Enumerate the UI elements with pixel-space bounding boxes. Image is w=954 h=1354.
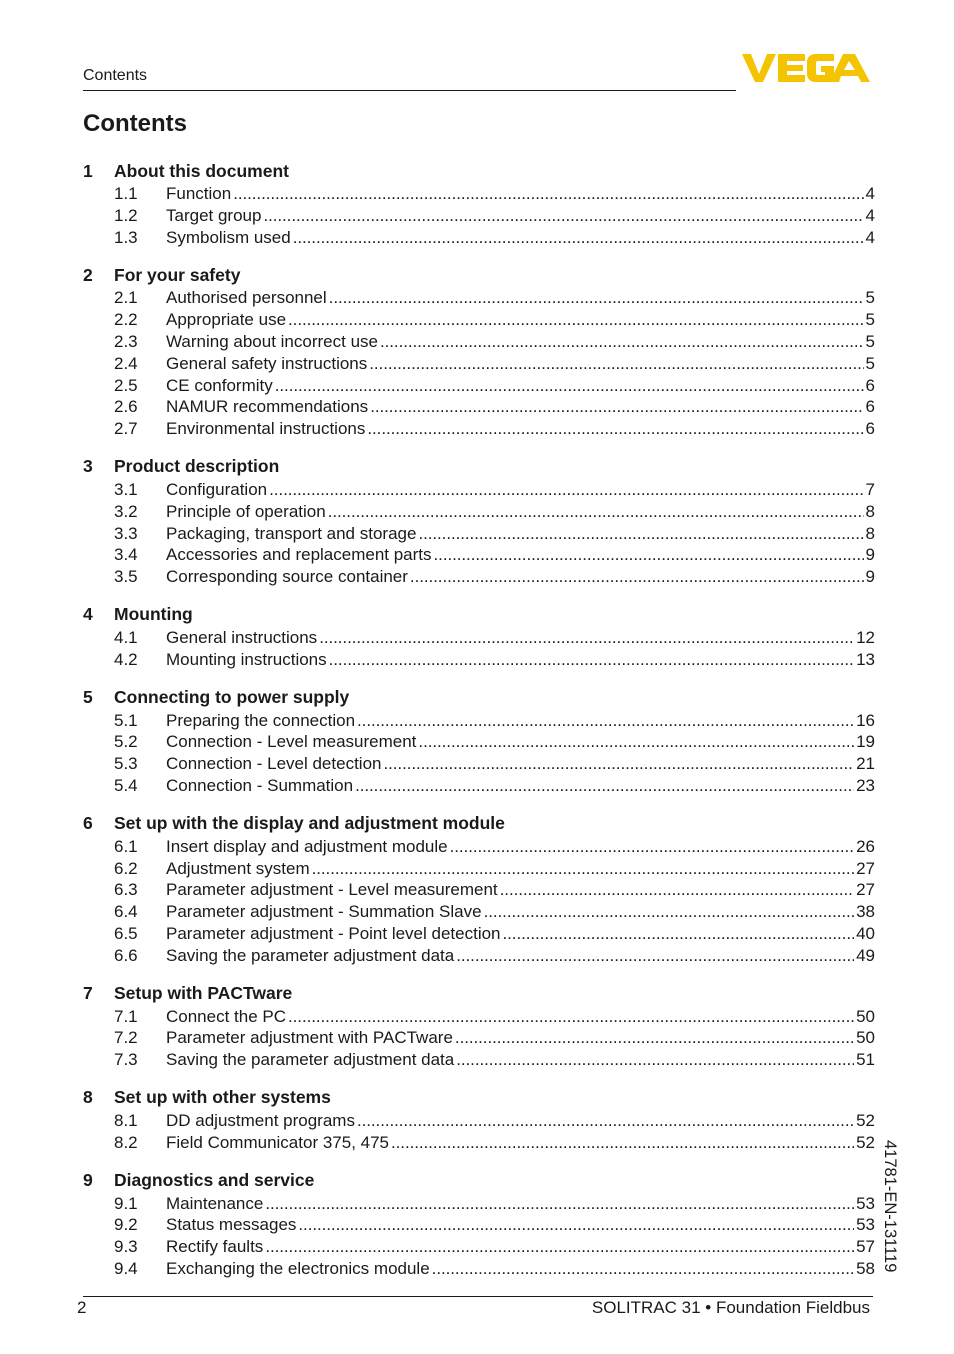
toc-entry[interactable] xyxy=(83,880,875,902)
dot-leader xyxy=(357,711,854,731)
entry-number: 6.6 xyxy=(114,945,138,965)
dot-leader xyxy=(370,397,863,417)
document-code: 41781-EN-131119 xyxy=(881,1140,899,1273)
entry-number: 6.1 xyxy=(114,836,138,856)
entry-page-number: 8 xyxy=(865,523,875,543)
toc-entry[interactable] xyxy=(83,1028,875,1050)
toc-section xyxy=(83,685,875,798)
entry-number: 2.3 xyxy=(114,331,138,351)
section-title: For your safety xyxy=(114,264,241,285)
toc-entry[interactable] xyxy=(83,1215,875,1237)
footer-document-title: SOLITRAC 31 • Foundation Fieldbus xyxy=(591,1298,870,1317)
toc-section-heading[interactable] xyxy=(83,454,875,480)
entry-title: Configuration xyxy=(166,479,268,499)
toc-entry[interactable] xyxy=(83,397,875,419)
entry-title: Packaging, transport and storage xyxy=(166,523,417,543)
entry-page-number: 50 xyxy=(856,1028,875,1048)
entry-number: 1.1 xyxy=(114,184,138,203)
toc-section-heading[interactable] xyxy=(83,685,875,711)
entry-title: DD adjustment programs xyxy=(166,1110,355,1130)
entry-number: 3.1 xyxy=(114,479,138,499)
entry-number: 1.2 xyxy=(114,205,138,225)
dot-leader xyxy=(456,1050,854,1070)
dot-leader xyxy=(500,880,854,900)
entry-title: Principle of operation xyxy=(166,501,326,521)
toc-entry[interactable] xyxy=(83,184,875,206)
entry-page-number: 7 xyxy=(865,479,875,499)
dot-leader xyxy=(298,1215,854,1235)
entry-page-number: 40 xyxy=(856,923,875,943)
vega-logo xyxy=(742,52,872,84)
entry-page-number: 8 xyxy=(865,501,875,521)
entry-title: Preparing the connection xyxy=(166,710,356,730)
dot-leader xyxy=(319,628,854,648)
entry-number: 5.2 xyxy=(114,732,138,752)
dot-leader xyxy=(288,310,864,330)
footer-page-number: 2 xyxy=(77,1298,87,1317)
toc-section-heading[interactable] xyxy=(83,1168,875,1194)
entry-title: CE conformity xyxy=(166,375,273,395)
entry-title: Appropriate use xyxy=(166,310,287,330)
entry-page-number: 13 xyxy=(856,649,875,669)
entry-title: Environmental instructions xyxy=(166,419,366,439)
entry-page-number: 5 xyxy=(865,331,875,351)
entry-page-number: 4 xyxy=(865,227,875,247)
dot-leader xyxy=(312,859,854,879)
entry-title: Connection - Summation xyxy=(166,775,354,795)
toc-entry[interactable] xyxy=(83,567,875,589)
entry-page-number: 16 xyxy=(856,710,875,730)
toc-section xyxy=(83,1085,875,1155)
toc-entry[interactable] xyxy=(83,776,875,798)
dot-leader xyxy=(432,1259,854,1279)
entry-number: 5.1 xyxy=(114,710,138,730)
entry-number: 7.1 xyxy=(114,1006,138,1026)
section-title: About this document xyxy=(114,160,289,181)
toc-entry[interactable] xyxy=(83,628,875,650)
page-title: Contents xyxy=(83,110,187,137)
entry-number: 9.4 xyxy=(114,1258,138,1278)
entry-page-number: 57 xyxy=(856,1237,875,1257)
toc-entry[interactable] xyxy=(83,1259,875,1281)
toc-entry[interactable] xyxy=(83,754,875,776)
entry-number: 2.1 xyxy=(114,288,138,308)
entry-page-number: 6 xyxy=(865,397,875,417)
toc-entry[interactable] xyxy=(83,1237,875,1259)
dot-leader xyxy=(380,332,864,352)
entry-page-number: 58 xyxy=(856,1258,875,1278)
section-title: Diagnostics and service xyxy=(114,1170,315,1190)
toc-section xyxy=(83,454,875,589)
toc-entry[interactable] xyxy=(83,902,875,924)
dot-leader xyxy=(275,376,864,396)
entry-page-number: 38 xyxy=(856,902,875,922)
entry-number: 3.3 xyxy=(114,523,138,543)
entry-number: 2.4 xyxy=(114,353,138,373)
dot-leader xyxy=(357,1111,854,1131)
toc-section xyxy=(83,1168,875,1281)
toc-entry[interactable] xyxy=(83,946,875,968)
entry-number: 6.4 xyxy=(114,902,138,922)
section-number: 4 xyxy=(83,604,93,625)
toc-entry[interactable] xyxy=(83,376,875,398)
header-divider xyxy=(83,90,736,91)
entry-title: Function xyxy=(166,184,232,203)
entry-title: General safety instructions xyxy=(166,353,368,373)
entry-title: Rectify faults xyxy=(166,1237,264,1257)
entry-title: Parameter adjustment - Level measurement xyxy=(166,880,498,900)
entry-number: 2.2 xyxy=(114,310,138,330)
toc-entry[interactable] xyxy=(83,545,875,567)
toc-section-heading[interactable] xyxy=(83,602,875,628)
section-number: 1 xyxy=(83,160,93,181)
entry-title: Parameter adjustment with PACTware xyxy=(166,1028,453,1048)
section-number: 3 xyxy=(83,456,93,477)
section-title: Product description xyxy=(114,456,280,477)
entry-title: Corresponding source container xyxy=(166,567,408,587)
entry-number: 4.2 xyxy=(114,649,138,669)
toc-entry[interactable] xyxy=(83,837,875,859)
entry-page-number: 5 xyxy=(865,288,875,308)
section-title: Setup with PACTware xyxy=(114,983,293,1004)
entry-title: Parameter adjustment - Point level detection xyxy=(166,923,501,943)
toc-section xyxy=(83,158,875,249)
dot-leader xyxy=(456,946,854,966)
entry-title: Connect the PC xyxy=(166,1006,287,1026)
entry-page-number: 27 xyxy=(856,880,875,900)
entry-number: 8.2 xyxy=(114,1132,138,1152)
entry-number: 5.3 xyxy=(114,754,138,774)
section-title: Set up with the display and adjustment module xyxy=(114,813,505,834)
entry-page-number: 4 xyxy=(865,184,875,203)
entry-title: Target group xyxy=(166,205,262,225)
entry-page-number: 52 xyxy=(856,1110,875,1130)
entry-page-number: 6 xyxy=(865,375,875,395)
toc-section xyxy=(83,262,875,441)
section-number: 6 xyxy=(83,813,93,834)
entry-number: 9.3 xyxy=(114,1237,138,1257)
dot-leader xyxy=(383,754,854,774)
entry-page-number: 52 xyxy=(856,1132,875,1152)
section-number: 5 xyxy=(83,687,93,708)
entry-page-number: 12 xyxy=(856,627,875,647)
section-number: 7 xyxy=(83,983,93,1004)
entry-title: Authorised personnel xyxy=(166,288,327,308)
entry-number: 5.4 xyxy=(114,775,138,795)
entry-title: Parameter adjustment - Summation Slave xyxy=(166,902,482,922)
toc-section-heading[interactable] xyxy=(83,262,875,288)
dot-leader xyxy=(328,502,864,522)
toc-section xyxy=(83,811,875,968)
entry-page-number: 26 xyxy=(856,836,875,856)
entry-title: Symbolism used xyxy=(166,227,291,247)
entry-title: Mounting instructions xyxy=(166,649,327,669)
entry-title: Exchanging the electronics module xyxy=(166,1258,430,1278)
dot-leader xyxy=(369,354,863,374)
dot-leader xyxy=(293,228,864,248)
entry-title: NAMUR recommendations xyxy=(166,397,369,417)
entry-title: Adjustment system xyxy=(166,858,310,878)
toc-entry[interactable] xyxy=(83,310,875,332)
dot-leader xyxy=(355,776,854,796)
toc-entry[interactable] xyxy=(83,502,875,524)
entry-page-number: 9 xyxy=(865,567,875,587)
header-section-label: Contents xyxy=(83,67,148,84)
entry-number: 3.5 xyxy=(114,567,138,587)
entry-number: 3.4 xyxy=(114,545,138,565)
dot-leader xyxy=(455,1028,854,1048)
entry-number: 2.7 xyxy=(114,419,138,439)
dot-leader xyxy=(450,837,854,857)
dot-leader xyxy=(288,1007,854,1027)
entry-number: 2.5 xyxy=(114,375,138,395)
dot-leader xyxy=(503,924,855,944)
entry-title: Insert display and adjustment module xyxy=(166,836,448,856)
dot-leader xyxy=(410,567,864,587)
toc-entry[interactable] xyxy=(83,524,875,546)
entry-page-number: 6 xyxy=(865,419,875,439)
dot-leader xyxy=(367,419,863,439)
dot-leader xyxy=(418,524,863,544)
toc-entry[interactable] xyxy=(83,1133,875,1155)
toc-section-heading[interactable] xyxy=(83,811,875,837)
entry-page-number: 27 xyxy=(856,858,875,878)
dot-leader xyxy=(269,480,863,500)
entry-number: 6.2 xyxy=(114,858,138,878)
entry-title: Saving the parameter adjustment data xyxy=(166,945,455,965)
entry-number: 9.2 xyxy=(114,1215,138,1235)
toc-section-heading[interactable] xyxy=(83,1085,875,1111)
section-title: Set up with other systems xyxy=(114,1087,331,1108)
toc-section xyxy=(83,981,875,1072)
toc-entry[interactable] xyxy=(83,859,875,881)
dot-leader xyxy=(484,902,854,922)
section-title: Connecting to power supply xyxy=(114,687,350,708)
toc-entry[interactable] xyxy=(83,228,875,250)
entry-page-number: 4 xyxy=(865,205,875,225)
toc-entry[interactable] xyxy=(83,924,875,946)
entry-number: 6.3 xyxy=(114,880,138,900)
toc-entry[interactable] xyxy=(83,1194,875,1216)
entry-number: 7.3 xyxy=(114,1050,138,1070)
entry-page-number: 49 xyxy=(856,945,875,965)
entry-number: 4.1 xyxy=(114,627,138,647)
entry-page-number: 51 xyxy=(856,1050,875,1070)
entry-page-number: 50 xyxy=(856,1006,875,1026)
entry-title: General instructions xyxy=(166,627,318,647)
toc-entry[interactable] xyxy=(83,206,875,228)
entry-title: Accessories and replacement parts xyxy=(166,545,432,565)
toc-entry[interactable] xyxy=(83,711,875,733)
toc-entry[interactable] xyxy=(83,332,875,354)
toc-entry[interactable] xyxy=(83,288,875,310)
entry-page-number: 5 xyxy=(865,353,875,373)
toc-section-heading[interactable] xyxy=(83,158,875,184)
entry-title: Maintenance xyxy=(166,1193,264,1213)
entry-title: Field Communicator 375, 475 xyxy=(166,1132,390,1152)
dot-leader xyxy=(329,288,864,308)
toc-section xyxy=(83,602,875,672)
toc-entry[interactable] xyxy=(83,1007,875,1029)
entry-page-number: 9 xyxy=(865,545,875,565)
dot-leader xyxy=(265,1194,854,1214)
dot-leader xyxy=(233,184,863,204)
dot-leader xyxy=(263,206,863,226)
dot-leader xyxy=(434,545,864,565)
table-of-contents xyxy=(83,158,875,1294)
toc-section-heading[interactable] xyxy=(83,981,875,1007)
entry-page-number: 5 xyxy=(865,310,875,330)
entry-title: Connection - Level detection xyxy=(166,754,382,774)
entry-number: 6.5 xyxy=(114,923,138,943)
entry-title: Warning about incorrect use xyxy=(166,331,378,351)
section-number: 9 xyxy=(83,1170,93,1190)
entry-number: 7.2 xyxy=(114,1028,138,1048)
toc-entry[interactable] xyxy=(83,480,875,502)
dot-leader xyxy=(265,1237,854,1257)
entry-page-number: 21 xyxy=(856,754,875,774)
entry-page-number: 23 xyxy=(856,775,875,795)
dot-leader xyxy=(391,1133,854,1153)
toc-entry[interactable] xyxy=(83,419,875,441)
entry-page-number: 53 xyxy=(856,1193,875,1213)
entry-number: 2.6 xyxy=(114,397,138,417)
toc-entry[interactable] xyxy=(83,1111,875,1133)
entry-title: Saving the parameter adjustment data xyxy=(166,1050,455,1070)
entry-number: 8.1 xyxy=(114,1110,138,1130)
section-title: Mounting xyxy=(114,604,193,625)
section-number: 2 xyxy=(83,264,93,285)
toc-entry[interactable] xyxy=(83,650,875,672)
footer-divider xyxy=(83,1296,873,1297)
entry-number: 1.3 xyxy=(114,227,138,247)
toc-entry[interactable] xyxy=(83,732,875,754)
entry-page-number: 53 xyxy=(856,1215,875,1235)
entry-title: Connection - Level measurement xyxy=(166,732,417,752)
toc-entry[interactable] xyxy=(83,1050,875,1072)
entry-number: 9.1 xyxy=(114,1193,138,1213)
section-number: 8 xyxy=(83,1087,93,1108)
dot-leader xyxy=(329,650,854,670)
dot-leader xyxy=(418,732,854,752)
entry-title: Status messages xyxy=(166,1215,297,1235)
toc-entry[interactable] xyxy=(83,354,875,376)
entry-page-number: 19 xyxy=(856,732,875,752)
entry-number: 3.2 xyxy=(114,501,138,521)
